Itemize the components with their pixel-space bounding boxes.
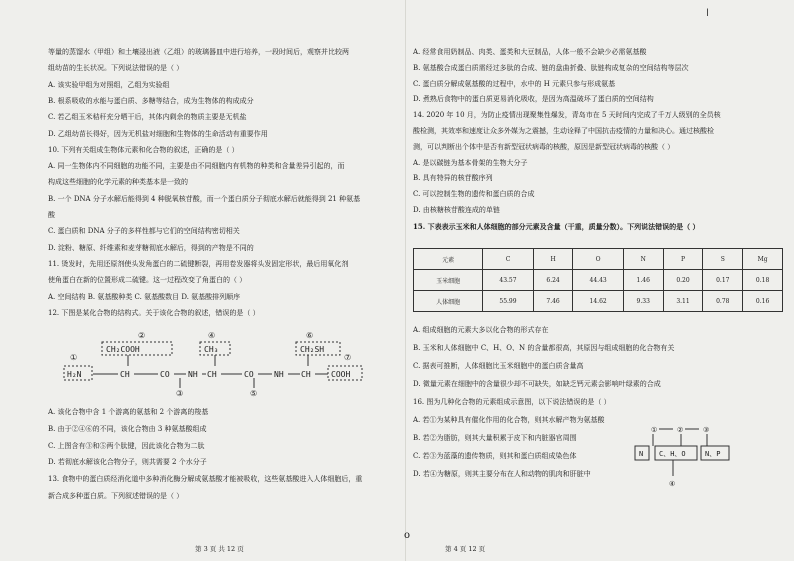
text-line: A. 该化合物中含 1 个游离的氨基和 2 个游离的羧基 (48, 408, 209, 416)
label-6: ⑥ (306, 331, 314, 340)
table-cell: 玉米细胞 (414, 270, 483, 291)
diagram-box-cho: C、H、O (659, 450, 686, 458)
text-line: B. 氨基酸合成蛋白质需经过多肽的合成、链的盘曲折叠、肽链构成复杂的空间结构等层次 (413, 63, 689, 72)
text-line: C. 若乙组玉米秸秆充分晒干后，其体内剩余的物质主要是无机盐 (48, 113, 247, 122)
chain-ch-3: CH (301, 370, 311, 379)
text-line: B. 具有特异的核苷酸序列 (413, 174, 493, 183)
center-hole-mark: o (404, 530, 411, 541)
text-line: D. 由核糖核苷酸连成的单链 (413, 206, 500, 214)
text-line: A. 经常食用奶制品、肉类、蛋类和大豆制品，人体一般不会缺少必需氨基酸 (413, 48, 647, 56)
chain-nh-1: NH (188, 370, 198, 379)
label-3: ③ (176, 389, 184, 398)
page-footer-left: 第 3 页 共 12 页 (195, 545, 244, 553)
text-line: 13. 食物中的蛋白质经消化道中多种消化酶分解成氨基酸才能被吸收，这些氨基酸进入人体细胞后，重 (48, 475, 363, 484)
text-line: 测，可以判断出个体中是否有新型冠状病毒的核酸，原因是新型冠状病毒的核酸（ ） (413, 142, 675, 151)
text-line: A. 是以碳链为基本骨架的生物大分子 (413, 158, 528, 167)
table-cell: 14.62 (573, 291, 623, 312)
text-line: D. 乙组幼苗长得好，因为无机盐对细胞和生物体的生命活动有重要作用 (48, 129, 268, 138)
page-footer-right: 第 4 页 12 页 (445, 545, 486, 553)
table-cell: 55.99 (483, 291, 533, 312)
table-cell: 1.46 (623, 270, 663, 291)
text-line: B. 若②为脂肪，则其大量积累于皮下和内脏器官周围 (413, 434, 577, 442)
table-header-cell: N (623, 249, 663, 270)
table-cell: 人体细胞 (414, 291, 483, 312)
text-line: C. 上图含有③和⑤两个肽键，因此该化合物为二肽 (48, 441, 205, 450)
table-cell: 3.11 (663, 291, 703, 312)
chain-ch-1: CH (120, 370, 130, 379)
label-2: ② (138, 331, 146, 340)
r-group-ch2sh: CH₂SH (300, 345, 325, 354)
text-line: B. 由于②④⑥的不同，该化合物由 3 种氨基酸组成 (48, 424, 207, 433)
text-line: 11. 烫发时，先用还原剂使头发角蛋白的二硫键断裂，再用卷发器将头发固定形状，最后用氧化剂 (48, 259, 349, 268)
table-header-row (414, 249, 783, 270)
compound-structure-diagram (60, 326, 380, 400)
table-cell: 43.57 (483, 270, 533, 291)
text-line: B. 玉米和人体细胞中 C、H、O、N 的含量都很高，其原因与组成细胞的化合物有关 (413, 344, 675, 352)
table-cell: 0.18 (743, 270, 783, 291)
table-cell: 0.78 (703, 291, 743, 312)
label-1: ① (70, 353, 78, 362)
table-cell: 6.24 (533, 270, 573, 291)
text-line: D. 若④为糖原，则其主要分布在人和动物的肌肉和肝脏中 (413, 470, 591, 478)
text-line: 酸 (48, 211, 55, 219)
table-row-human (414, 291, 783, 312)
text-line: C. 据表可推断，人体细胞比玉米细胞中的蛋白质含量高 (413, 362, 584, 370)
chain-nh-2: NH (274, 370, 284, 379)
text-line: C. 可以控制生物的遗传和蛋白质的合成 (413, 190, 535, 199)
text-line: A. 组成细胞的元素大多以化合物的形式存在 (413, 326, 549, 334)
diagram-box-np: N、P (705, 450, 721, 458)
text-line: C. 蛋白质和 DNA 分子的多样性都与它们的空间结构密切相关 (48, 227, 240, 236)
element-content-table (413, 248, 783, 312)
text-line: A. 若①为某种具有催化作用的化合物，则其水解产物为氨基酸 (413, 416, 605, 424)
table-cell: 7.46 (533, 291, 573, 312)
table-row-corn (414, 270, 783, 291)
diagram-label-1: ① (651, 426, 658, 434)
text-line: D. 淀粉、糖原、纤维素和麦芽糖彻底水解后，得到的产物是不同的 (48, 243, 254, 252)
text-line: 组幼苗的生长状况。下列说法错误的是（ ） (48, 64, 184, 73)
diagram-box-n: N (639, 450, 644, 458)
label-7: ⑦ (344, 353, 352, 362)
element-composition-diagram (633, 422, 733, 492)
text-line: A. 空间结构 B. 氨基酸种类 C. 氨基酸数目 D. 氨基酸排列顺序 (48, 292, 241, 301)
table-cell: 0.20 (663, 270, 703, 291)
text-line: 使角蛋白在新的位置形成二硫键。这一过程改变了角蛋白的（ ） (48, 276, 247, 285)
table-cell: 9.33 (623, 291, 663, 312)
text-line: 新合成多种蛋白质。下列叙述错误的是（ ） (48, 492, 184, 500)
text-line: D. 微量元素在细胞中的含量很少却不可缺失，如缺乏钙元素会影响叶绿素的合成 (413, 380, 661, 388)
text-line: 10. 下列有关组成生物体元素和化合物的叙述，正确的是（ ） (48, 145, 239, 154)
text-line: C. 蛋白质分解成氨基酸的过程中，水中的 H 元素只参与形成氨基 (413, 79, 616, 88)
question-15: 15. 下表表示玉米和人体细胞的部分元素及含量（干重，质量分数）。下列说法错误的是（ ） (413, 222, 700, 231)
chain-co-1: CO (160, 370, 170, 379)
table-header-cell: P (663, 249, 703, 270)
table-cell: 0.16 (743, 291, 783, 312)
chain-co-2: CO (244, 370, 254, 379)
r-group-ch2cooh: CH₂COOH (106, 345, 140, 354)
text-line: 等量的蒸馏水（甲组）和土壤浸出液（乙组）的玻璃器皿中进行培养，一段时间后，观察并比较两 (48, 48, 349, 56)
table-header-cell: C (483, 249, 533, 270)
table-header-cell: H (533, 249, 573, 270)
diagram-label-2: ② (677, 426, 684, 434)
table-header-cell: S (703, 249, 743, 270)
text-line: D. 若彻底水解该化合物分子，则共需要 2 个水分子 (48, 458, 207, 467)
text-line: 酸检测，其效率和速度让众多外媒为之震撼，生动诠释了中国抗击疫情的力量和决心。通过核酸检 (413, 127, 714, 135)
text-line: D. 煮熟后食物中的蛋白质更易消化吸收，是因为高温破坏了蛋白质的空间结构 (413, 95, 654, 104)
text-line: 构成这些细胞的化学元素的种类基本是一致的 (48, 178, 188, 187)
carboxyl-group: COOH (331, 370, 351, 379)
table-header-cell: 元素 (414, 249, 483, 270)
label-4: ④ (208, 331, 216, 340)
table-header-cell: Mg (743, 249, 783, 270)
text-line: 14. 2020 年 10 月，为防止疫情出现聚集性爆发，青岛市在 5 天时间内完成了千万人级别的全员核 (413, 111, 721, 120)
right-column (405, 0, 794, 561)
r-group-ch3: CH₃ (204, 345, 219, 354)
text-line: B. 一个 DNA 分子水解后能得到 4 种脱氧核苷酸，而一个蛋白质分子彻底水解后就能得到 21 种氨基 (48, 194, 361, 203)
table-header-cell: O (573, 249, 623, 270)
chain-ch-2: CH (207, 370, 217, 379)
diagram-label-4: ④ (669, 480, 676, 488)
table-cell: 44.43 (573, 270, 623, 291)
text-line: 16. 图为几种化合物的元素组成示意图，以下说法错误的是（ ） (413, 398, 611, 406)
diagram-label-3: ③ (703, 426, 710, 434)
table-cell: 0.17 (703, 270, 743, 291)
text-line: B. 根系吸收的水能与蛋白质、多糖等结合，成为生物体的构成成分 (48, 96, 254, 105)
text-line: 12. 下图是某化合物的结构式。关于该化合物的叙述，错误的是（ ） (48, 308, 260, 317)
text-line: A. 该实验甲组为对照组，乙组为实验组 (48, 80, 170, 89)
amino-group: H₂N (67, 370, 82, 379)
text-line: A. 同一生物体内不同细胞的功能不同，主要是由不同细胞内有机物的种类和含量差异引起的，而 (48, 162, 345, 171)
text-line: C. 若③为蓝藻的遗传物质，则其和蛋白质组成染色体 (413, 452, 577, 460)
label-5: ⑤ (250, 389, 258, 398)
corner-mark: ǀ (706, 8, 709, 19)
